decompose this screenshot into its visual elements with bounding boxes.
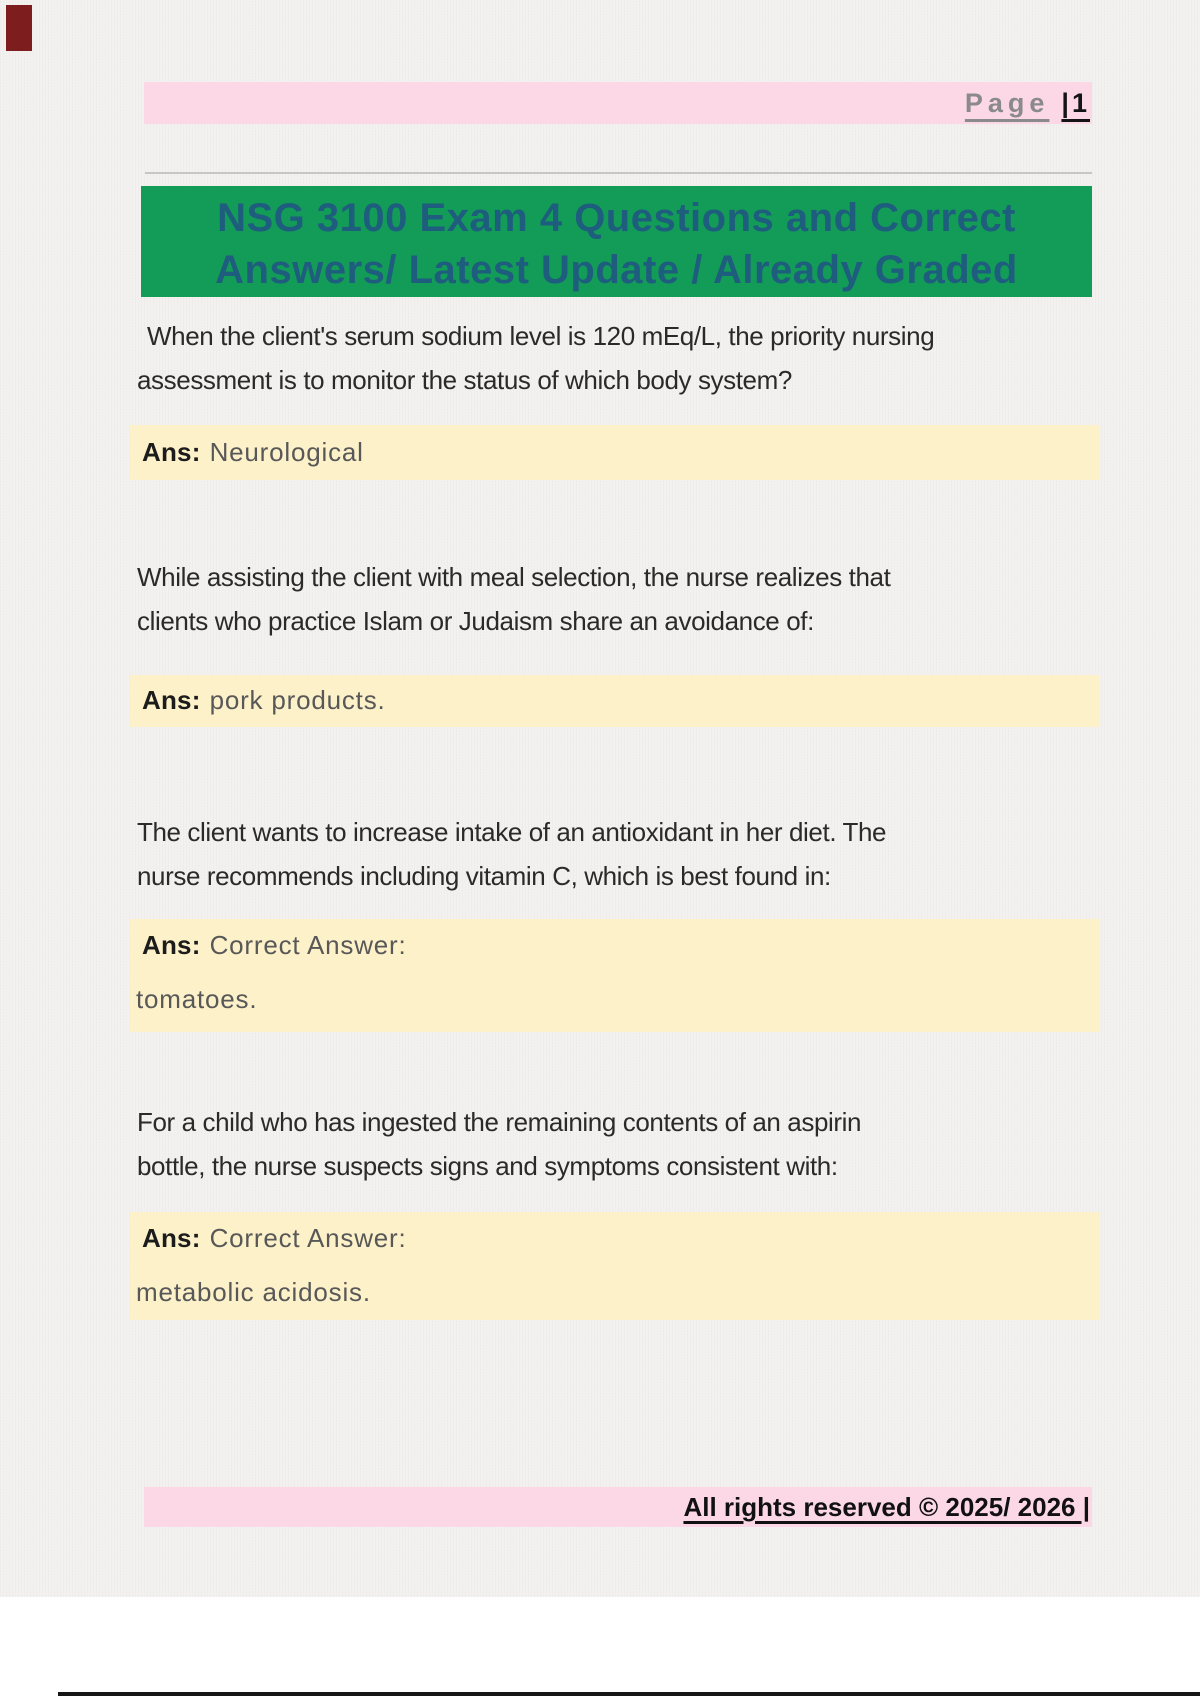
question-text xyxy=(137,1100,1097,1188)
answer-box xyxy=(130,919,1100,1032)
answer-text: metabolic acidosis. xyxy=(136,1277,371,1307)
corner-mark xyxy=(6,5,32,51)
answer-text: Correct Answer: xyxy=(209,930,407,960)
question-line: While assisting the client with meal selection, the nurse realizes that xyxy=(137,562,891,592)
answer-box xyxy=(130,675,1100,727)
answer-label: Ans: xyxy=(142,930,201,960)
question-line: When the client's serum sodium level is 120 mEq/L, the priority nursing xyxy=(147,321,935,351)
question-line: nurse recommends including vitamin C, which is best found in: xyxy=(137,861,831,891)
question-line: bottle, the nurse suspects signs and symptoms consistent with: xyxy=(137,1151,838,1181)
answer-line xyxy=(130,1277,1100,1307)
answer-text: pork products. xyxy=(209,685,386,715)
answer-text: tomatoes. xyxy=(136,984,258,1014)
question-line: clients who practice Islam or Judaism share an avoidance of: xyxy=(137,606,814,636)
answer-line xyxy=(130,930,1100,960)
answer-box xyxy=(130,425,1100,480)
page-header-bar xyxy=(144,82,1092,124)
answer-line xyxy=(130,685,1100,715)
document-title-line2: Answers/ Latest Update / Already Graded xyxy=(215,248,1018,292)
answer-text: Correct Answer: xyxy=(209,1223,407,1253)
answer-label: Ans: xyxy=(142,685,201,715)
question-text xyxy=(137,314,1097,402)
page-edge-line xyxy=(58,1692,1200,1696)
answer-line xyxy=(130,437,1100,467)
document-title-line1: NSG 3100 Exam 4 Questions and Correct xyxy=(217,196,1016,240)
page-number: |1 xyxy=(1061,88,1090,118)
question-line: For a child who has ingested the remaining contents of an aspirin xyxy=(137,1107,862,1137)
header-divider-line xyxy=(145,172,1092,174)
answer-label: Ans: xyxy=(142,1223,201,1253)
footer-bar xyxy=(144,1487,1092,1527)
answer-line xyxy=(130,1223,1100,1253)
page-header-word: Page xyxy=(964,88,1050,118)
question-line: assessment is to monitor the status of which body system? xyxy=(137,365,792,395)
title-banner xyxy=(141,186,1092,297)
answer-label: Ans: xyxy=(142,437,201,467)
answer-box xyxy=(130,1212,1100,1320)
question-text xyxy=(137,555,1097,643)
question-text xyxy=(137,810,1097,898)
answer-text: Neurological xyxy=(209,437,364,467)
question-line: The client wants to increase intake of an antioxidant in her diet. The xyxy=(137,817,887,847)
answer-line xyxy=(130,984,1100,1014)
copyright-text: All rights reserved © 2025/ 2026 | xyxy=(683,1492,1090,1522)
